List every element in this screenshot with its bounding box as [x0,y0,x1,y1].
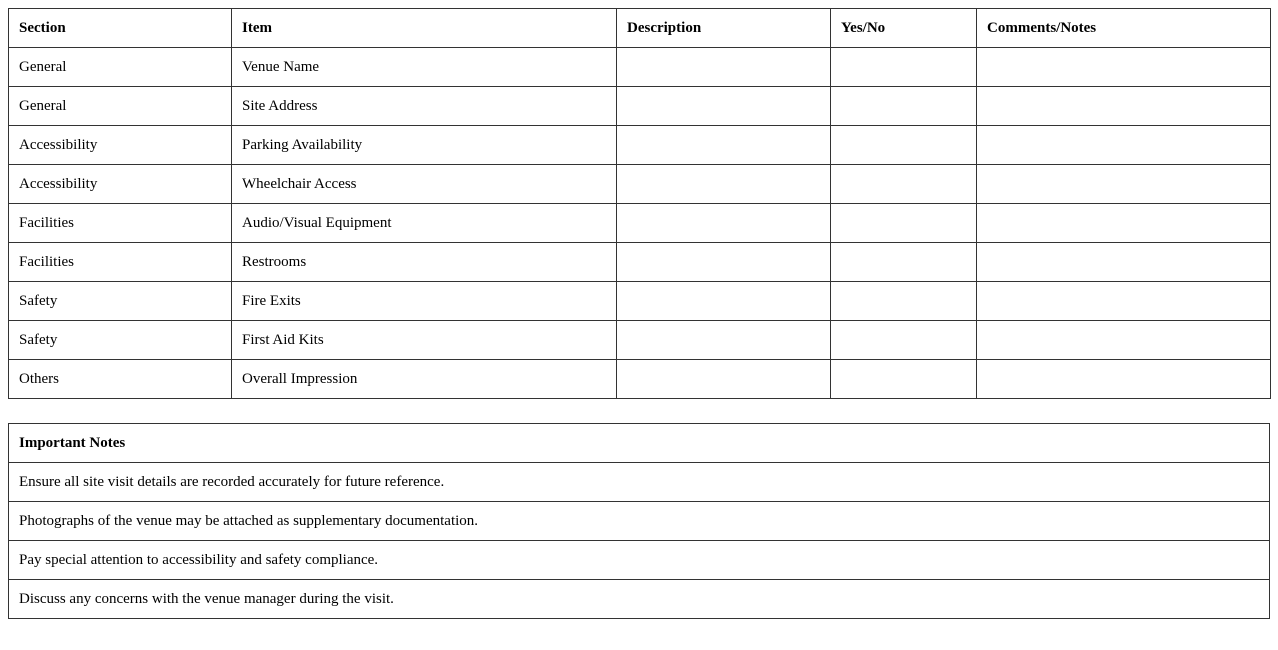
cell-description[interactable] [617,165,831,204]
cell-item: Restrooms [232,243,617,282]
table-row [9,204,1271,243]
notes-title: Important Notes [9,424,1270,463]
cell-comments[interactable] [977,243,1271,282]
header-yes-no: Yes/No [831,9,977,48]
cell-comments[interactable] [977,48,1271,87]
table-row [9,243,1271,282]
cell-comments[interactable] [977,204,1271,243]
header-row [9,9,1271,48]
table-row [9,126,1271,165]
table-row [9,282,1271,321]
table-row [9,321,1271,360]
notes-header-row [9,424,1270,463]
cell-item: First Aid Kits [232,321,617,360]
table-row [9,360,1271,399]
cell-description[interactable] [617,360,831,399]
cell-comments[interactable] [977,282,1271,321]
cell-yes-no[interactable] [831,48,977,87]
header-comments: Comments/Notes [977,9,1271,48]
cell-yes-no[interactable] [831,126,977,165]
cell-yes-no[interactable] [831,243,977,282]
note-text: Discuss any concerns with the venue manager during the visit. [9,580,1270,619]
table-row [9,165,1271,204]
header-section: Section [9,9,232,48]
table-row [9,87,1271,126]
cell-section: Facilities [9,204,232,243]
note-text: Ensure all site visit details are recorded accurately for future reference. [9,463,1270,502]
cell-yes-no[interactable] [831,321,977,360]
note-text: Pay special attention to accessibility and safety compliance. [9,541,1270,580]
cell-description[interactable] [617,204,831,243]
header-description: Description [617,9,831,48]
cell-section: Others [9,360,232,399]
cell-yes-no[interactable] [831,360,977,399]
cell-comments[interactable] [977,126,1271,165]
cell-section: General [9,87,232,126]
header-item: Item [232,9,617,48]
cell-comments[interactable] [977,165,1271,204]
note-text: Photographs of the venue may be attached as supplementary documentation. [9,502,1270,541]
cell-section: Safety [9,321,232,360]
cell-section: Facilities [9,243,232,282]
cell-comments[interactable] [977,321,1271,360]
cell-description[interactable] [617,126,831,165]
note-row [9,463,1270,502]
cell-comments[interactable] [977,360,1271,399]
cell-comments[interactable] [977,87,1271,126]
cell-description[interactable] [617,87,831,126]
cell-item: Overall Impression [232,360,617,399]
note-row [9,541,1270,580]
cell-item: Audio/Visual Equipment [232,204,617,243]
cell-section: Safety [9,282,232,321]
cell-yes-no[interactable] [831,165,977,204]
cell-item: Venue Name [232,48,617,87]
cell-item: Fire Exits [232,282,617,321]
note-row [9,580,1270,619]
note-row [9,502,1270,541]
cell-section: General [9,48,232,87]
important-notes-table [8,423,1270,619]
table-row [9,48,1271,87]
cell-yes-no[interactable] [831,87,977,126]
cell-description[interactable] [617,48,831,87]
cell-section: Accessibility [9,165,232,204]
cell-description[interactable] [617,243,831,282]
cell-item: Wheelchair Access [232,165,617,204]
cell-section: Accessibility [9,126,232,165]
cell-item: Site Address [232,87,617,126]
site-visit-checklist-table [8,8,1271,399]
cell-yes-no[interactable] [831,204,977,243]
cell-description[interactable] [617,282,831,321]
cell-yes-no[interactable] [831,282,977,321]
cell-item: Parking Availability [232,126,617,165]
cell-description[interactable] [617,321,831,360]
